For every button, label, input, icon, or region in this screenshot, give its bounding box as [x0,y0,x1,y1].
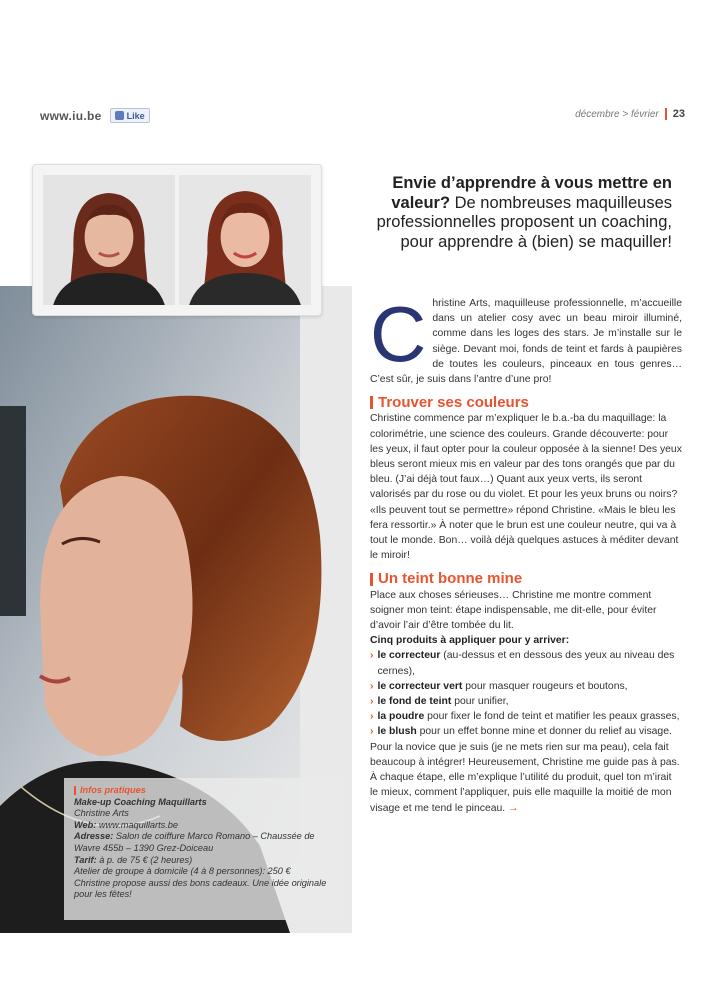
item-bold: la poudre [377,711,425,723]
site-url[interactable]: www.iu.be [40,108,102,123]
drop-cap: C [370,290,427,378]
item-bold: le blush [377,726,417,738]
list-item [370,724,682,739]
opening-paragraph [370,290,682,387]
info-address-label: Adresse: [74,831,114,842]
section-bar [370,396,373,409]
item-text: pour fixer le fond de teint et matifier les peaux grasses, [424,711,680,723]
list-item [370,648,682,678]
info-bar [74,786,76,795]
chevron-right-icon: › [370,711,374,723]
thumbs-up-icon [115,111,124,120]
page-separator [665,108,667,120]
chevron-right-icon: › [370,726,374,738]
list-intro: Cinq produits à appliquer pour y arriver: [370,635,570,647]
info-box [64,778,344,920]
like-label: Like [126,110,145,121]
item-bold: le fond de teint [377,696,452,708]
item-bold: le correcteur vert [377,680,463,692]
info-web [74,820,334,832]
chevron-right-icon: › [370,650,374,662]
section1-title-text: Trouver ses couleurs [378,394,529,412]
closing-paragraph [370,740,682,816]
section2-paragraph: Place aux choses sérieuses… Christine me montre comment soigner mon teint: étape indispensable, me dit-elle, pour éviter d’avoir l’air d’être tombée du lit. [370,589,657,632]
section2-title-text: Un teint bonne mine [378,570,523,588]
item-text: (au-dessus et en dessous des yeux au niveau des cernes), [377,650,675,677]
before-after-photos [32,164,322,316]
article-body [370,290,682,816]
intro-headline [372,174,672,252]
list-item [370,679,682,694]
info-address-text: Salon de coiffure Marco Romano – Chaussée de Wavre 455b – 1390 Grez-Doiceau [74,831,315,853]
item-text: pour unifier, [451,696,509,708]
section-title-couleurs [370,395,682,410]
before-photo [43,175,175,305]
continue-arrow-icon: → [508,802,519,814]
header-right [575,108,685,120]
info-web-label: Web: [74,819,97,830]
item-bold: le correcteur [377,650,441,662]
issue-date-range: décembre > février [575,108,659,120]
info-name: Make-up Coaching Maquillarts [74,796,207,807]
section-title-teint [370,571,682,586]
info-title [74,785,334,797]
info-tarif-label: Tarif: [74,854,97,865]
chevron-right-icon: › [370,696,374,708]
info-person: Christine Arts [74,808,129,819]
closing-text: Pour la novice que je suis (je ne mets rien sur ma peau), cela fait beaucoup à intégrer! Heureusement, Christine me guide pas à pas. À chaque étape, elle m’explique l’utilité du produit, quel ton m’irait le mieux, comment l’appliquer, puis elle maquille la moitié de mon visage et me tend le pinceau. [370,741,680,814]
like-button[interactable] [110,108,150,123]
info-title-text: Infos pratiques [80,785,146,795]
info-group: Atelier de groupe à domicile (4 à 8 personnes): 250 € [74,866,291,877]
list-item [370,694,682,709]
page-number: 23 [672,108,685,120]
section-bar [370,573,373,586]
intro-rest: De nombreuses maquilleuses professionnelles proposent un coaching, pour apprendre à (bien) se maquiller! [376,193,672,251]
opening-text: hristine Arts, maquilleuse professionnelle, m’accueille dans un atelier cosy avec un beau miroir illuminé, comme dans les loges des stars. Je m’installe sur le siège. Devant moi, fonds de teint et fards à paupières de toutes les couleurs, pinceaux en tous genres… C’est sûr, je suis dans l’antre d’une pro! [370,298,682,386]
section1-paragraph: Christine commence par m’expliquer le b.a.-ba du maquillage: la colorimétrie, une science des couleurs. Grande découverte: pour les yeux, il faut opter pour la couleur opposée à la sienne! Des yeux bleus seront mieux mis en valeur par des tons orangés que par du bleu. (J’ai déjà tout faux…) Quant aux yeux verts, ils seront valorisés par du rose ou du violet. Et pour les yeux bruns ou noirs? «Ils peuvent tout se permettre» répond Christine. «Mais le bleu les fera ressortir.» À noter que le brun est une couleur neutre, qui va à tout le monde. Bon… voilà déjà quelques astuces à méditer devant le miroir! [370,413,682,562]
after-photo [179,175,311,305]
portrait-after-image [179,175,311,305]
chevron-right-icon: › [370,680,374,692]
info-tarif-text: à p. de 75 € (2 heures) [96,854,193,865]
item-text: pour un effet bonne mine et donner du relief au visage. [416,726,672,738]
info-tarif [74,855,334,867]
list-item [370,709,682,724]
item-text: pour masquer rougeurs et boutons, [462,680,628,692]
info-address [74,831,334,854]
info-note: Christine propose aussi des bons cadeaux. Une idée originale pour les fêtes! [74,877,327,900]
portrait-before-image [43,175,175,305]
header-left [40,108,150,123]
intro-bold: Envie d’apprendre à vous mettre en valeur? [391,174,672,212]
info-web-link[interactable]: www.maquillarts.be [96,819,178,830]
